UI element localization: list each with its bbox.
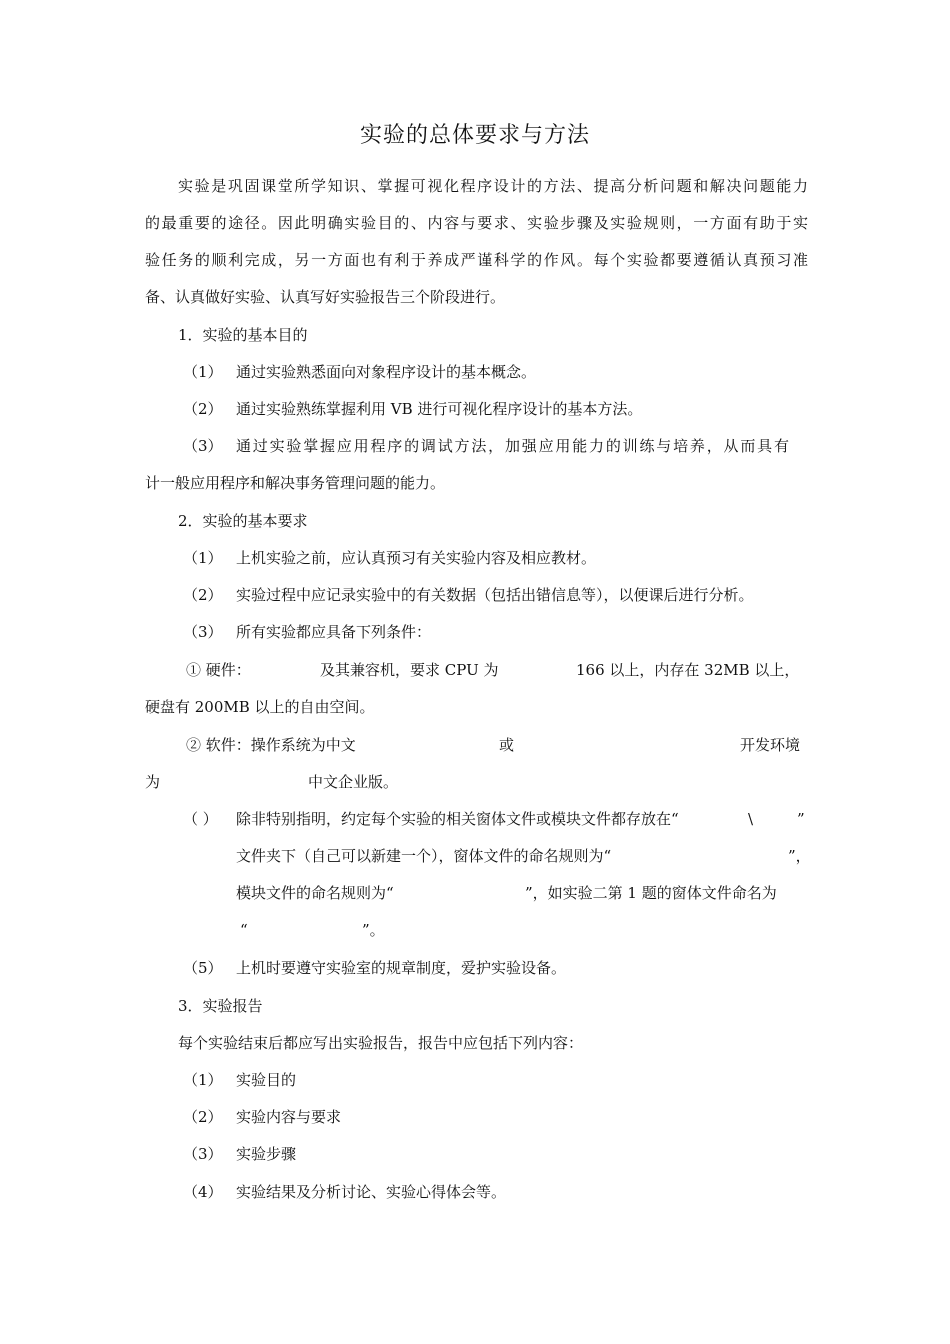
item4-line-1: 除非特别指明，约定每个实验的相关窗体文件或模块文件都存放在“ [236,810,679,828]
sec2-item-1-text: 上机实验之前，应认真预习有关实验内容及相应教材。 [236,549,597,567]
sec3-item-4-text: 实验结果及分析讨论、实验心得体会等。 [236,1183,507,1201]
item4-line-2-end: ”， [788,847,811,865]
hardware-memory: 166 以上，内存在 32MB 以上， [576,661,800,679]
sec1-item-1-number: （1） [183,363,223,381]
sec3-item-1-number: （1） [183,1071,223,1089]
intro-line-1: 实验是巩固课堂所学知识、掌握可视化程序设计的方法、提高分析问题和解决问题能力 [178,177,808,195]
sec1-item-2-number: （2） [183,400,223,418]
item4-backslash: \ [748,810,754,828]
software-or: 或 [499,736,515,754]
hardware-disk: 硬盘有 200MB 以上的自由空间。 [145,698,375,716]
sec3-item-1-text: 实验目的 [236,1071,297,1089]
page-title: 实验的总体要求与方法 [359,123,590,148]
sec2-item-5-text: 上机时要遵守实验室的规章制度，爱护实验设备。 [236,959,567,977]
sec3-item-3-number: （3） [183,1145,223,1163]
section-2-heading: 2．实验的基本要求 [178,512,308,530]
sec2-item-4-number: （ ） [183,810,218,828]
sec2-item-3-text: 所有实验都应具备下列条件： [236,623,432,641]
sec3-item-4-number: （4） [183,1183,223,1201]
section-1-heading: 1．实验的基本目的 [178,326,308,344]
sec2-item-2-text: 实验过程中应记录实验中的有关数据（包括出错信息等），以便课后进行分析。 [236,586,754,604]
item4-line-3: 模块文件的命名规则为“ [236,884,394,902]
sec2-item-3-number: （3） [183,623,223,641]
item4-line-2: 文件夹下（自己可以新建一个），窗体文件的命名规则为“ [236,847,612,865]
software-edition: 中文企业版。 [308,773,399,791]
sec1-item-3-continuation: 计一般应用程序和解决事务管理问题的能力。 [145,474,446,492]
intro-line-3: 验任务的顺利完成，另一方面也有利于养成严谨科学的作风。每个实验都要遵循认真预习准 [145,251,808,269]
section-3-heading: 3．实验报告 [178,997,263,1015]
sec1-item-2-text: 通过实验熟练掌握利用 VB 进行可视化程序设计的基本方法。 [236,400,643,418]
sec3-item-2-number: （2） [183,1108,223,1126]
sec2-item-1-number: （1） [183,549,223,567]
sec3-item-2-text: 实验内容与要求 [236,1108,342,1126]
hardware-requirement: 及其兼容机，要求 CPU 为 [320,661,499,679]
sec1-item-1-text: 通过实验熟悉面向对象程序设计的基本概念。 [236,363,537,381]
item4-line-3-end: ”，如实验二第 1 题的窗体文件命名为 [525,884,777,902]
software-wei: 为 [145,773,161,791]
item4-line-4-close: ”。 [362,921,385,939]
sec1-item-3-text: 通过实验掌握应用程序的调试方法，加强应用能力的训练与培养，从而具有 [236,437,789,455]
section-3-intro: 每个实验结束后都应写出实验报告，报告中应包括下列内容： [178,1034,584,1052]
intro-line-2: 的最重要的途径。因此明确实验目的、内容与要求、实验步骤及实验规则，一方面有助于实 [145,214,808,232]
intro-line-4: 备、认真做好实验、认真写好实验报告三个阶段进行。 [145,288,506,306]
software-label: ② 软件：操作系统为中文 [186,736,356,754]
sec2-item-5-number: （5） [183,959,223,977]
item4-close-quote: ” [797,810,805,828]
software-environment: 开发环境 [740,736,801,754]
hardware-label: ① 硬件： [186,661,251,679]
sec3-item-3-text: 实验步骤 [236,1145,297,1163]
sec1-item-3-number: （3） [183,437,223,455]
item4-line-4-open: “ [240,921,248,939]
sec2-item-2-number: （2） [183,586,223,604]
